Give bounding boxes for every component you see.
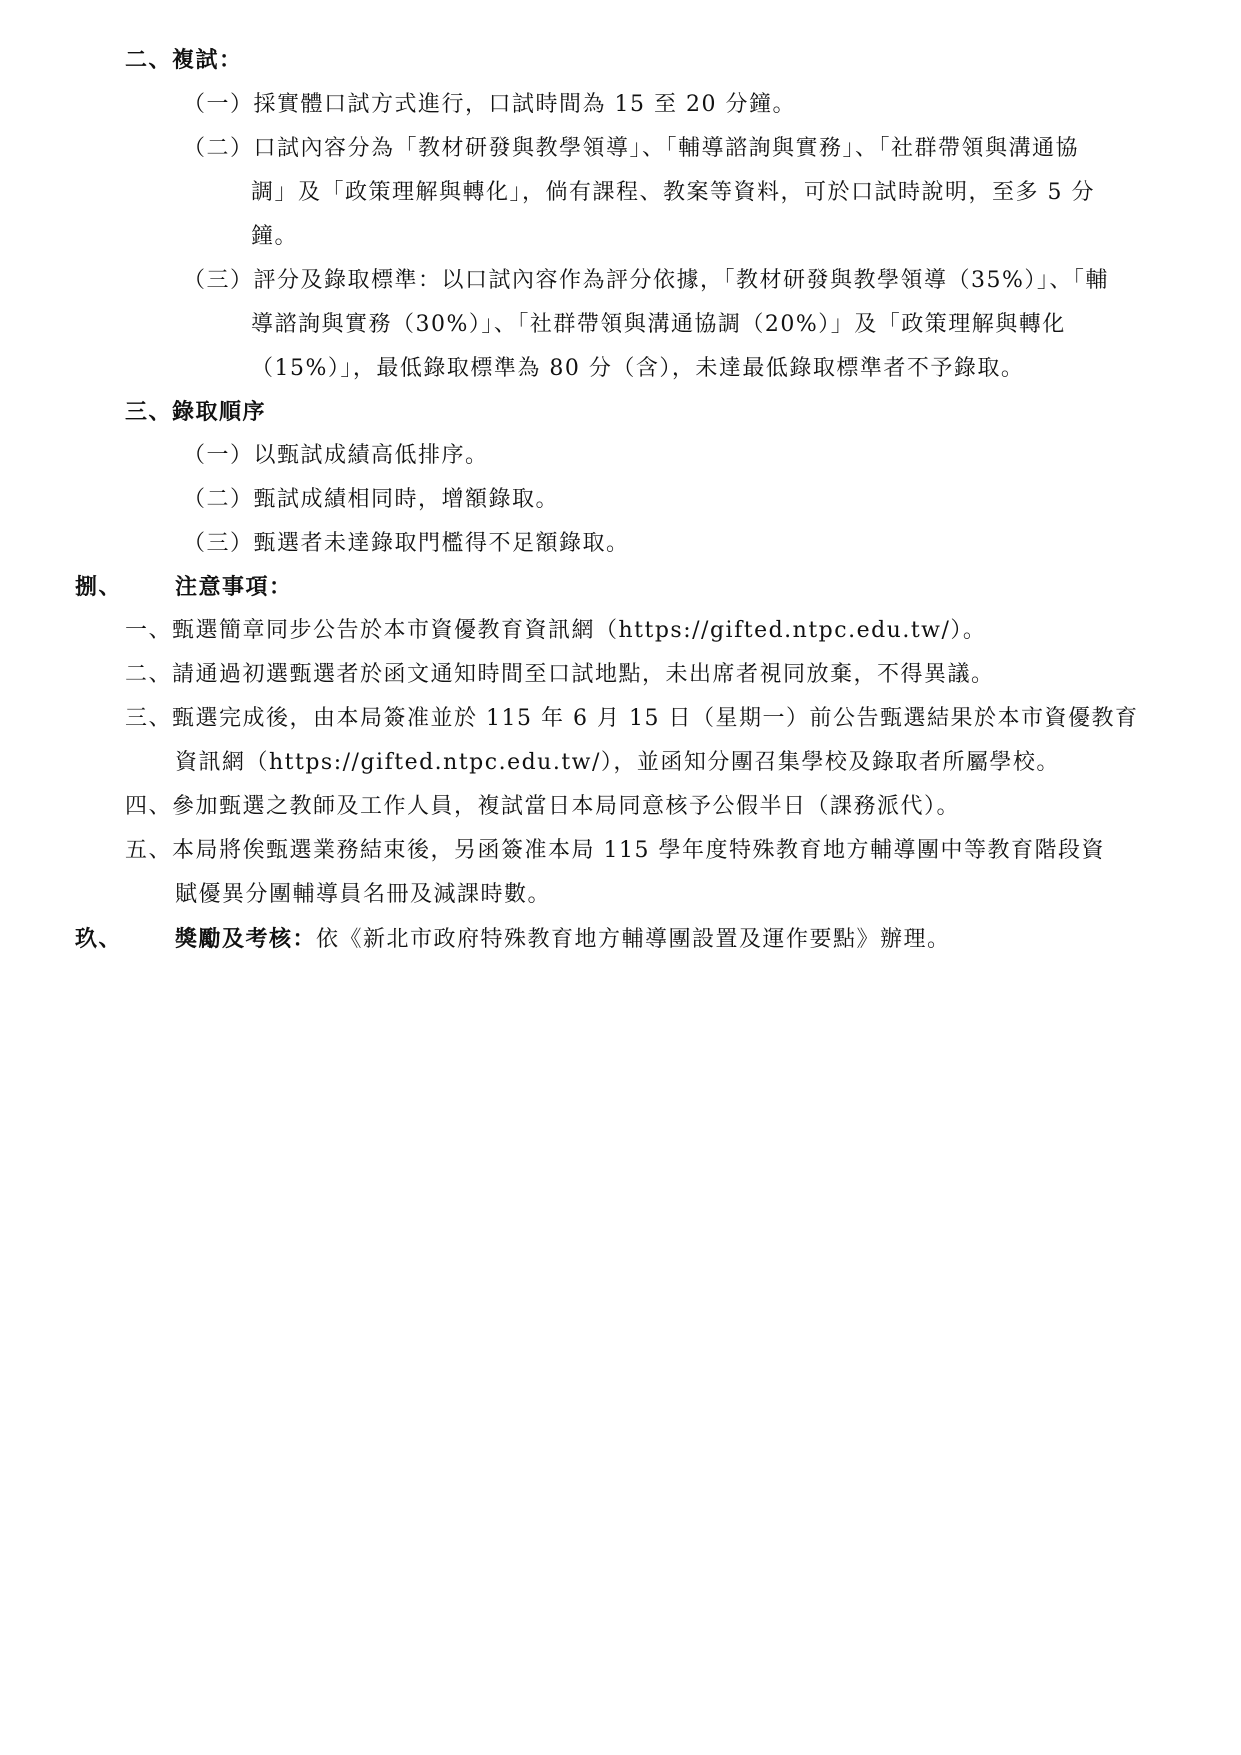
- notes-item-4: 四、參加甄選之教師及工作人員，複試當日本局同意核予公假半日（課務派代）。: [125, 794, 961, 819]
- reward-section-body: [175, 924, 951, 955]
- notes-item-5-line-2: 賦優異分團輔導員名冊及減課時數。: [175, 882, 552, 907]
- retest-item-3-line-3: （15%）」，最低錄取標準為 80 分（含），未達最低錄取標準者不予錄取。: [251, 356, 1025, 381]
- reward-section-number: 玖、: [75, 926, 123, 952]
- retest-item-2-line-2: 調」及「政策理解與轉化」，倘有課程、教案等資料，可於口試時說明，至多 5 分: [251, 180, 1095, 205]
- retest-item-2-line-1: （二）口試內容分為「教材研發與教學領導」、「輔導諮詢與實務」、「社群帶領與溝通協: [183, 136, 1080, 161]
- notes-item-1: 一、甄選簡章同步公告於本市資優教育資訊網（https://gifted.ntpc.edu.tw/）。: [125, 618, 987, 643]
- notes-item-3-line-2: 資訊網（https://gifted.ntpc.edu.tw/），並函知分團召集學校及錄取者所屬學校。: [175, 750, 1060, 775]
- reward-section: [75, 924, 1175, 955]
- notes-section-heading: [75, 572, 1175, 603]
- reward-section-text: 依《新北市政府特殊教育地方輔導團設置及運作要點》辦理。: [316, 927, 951, 952]
- retest-item-2-line-3: 鐘。: [251, 224, 299, 249]
- notes-item-2: 二、請通過初選甄選者於函文通知時間至口試地點，未出席者視同放棄，不得異議。: [125, 662, 995, 687]
- retest-item-3-line-1: （三）評分及錄取標準：以口試內容作為評分依據，「教材研發與教學領導（35%）」、「輔: [183, 268, 1109, 293]
- order-item-1: （一）以甄試成績高低排序。: [183, 443, 489, 468]
- notes-section-number: 捌、: [75, 574, 123, 600]
- order-item-3: （三）甄選者未達錄取門檻得不足額錄取。: [183, 531, 630, 556]
- order-item-2: （二）甄試成績相同時，增額錄取。: [183, 487, 560, 512]
- notes-section-title: 注意事項：: [175, 574, 293, 600]
- retest-item-3-line-2: 導諮詢與實務（30%）」、「社群帶領與溝通協調（20%）」及「政策理解與轉化: [251, 312, 1066, 337]
- retest-item-1: （一）採實體口試方式進行，口試時間為 15 至 20 分鐘。: [183, 92, 796, 117]
- order-heading: 三、錄取順序: [125, 399, 267, 425]
- reward-section-title: 獎勵及考核：: [175, 926, 317, 952]
- notes-item-3-line-1: 三、甄選完成後，由本局簽准並於 115 年 6 月 15 日（星期一）前公告甄選結果於本市資優教育: [125, 706, 1139, 731]
- retest-heading: 二、複試：: [125, 47, 243, 73]
- notes-item-5-line-1: 五、本局將俟甄選業務結束後，另函簽准本局 115 學年度特殊教育地方輔導團中等教育階段資: [125, 838, 1105, 863]
